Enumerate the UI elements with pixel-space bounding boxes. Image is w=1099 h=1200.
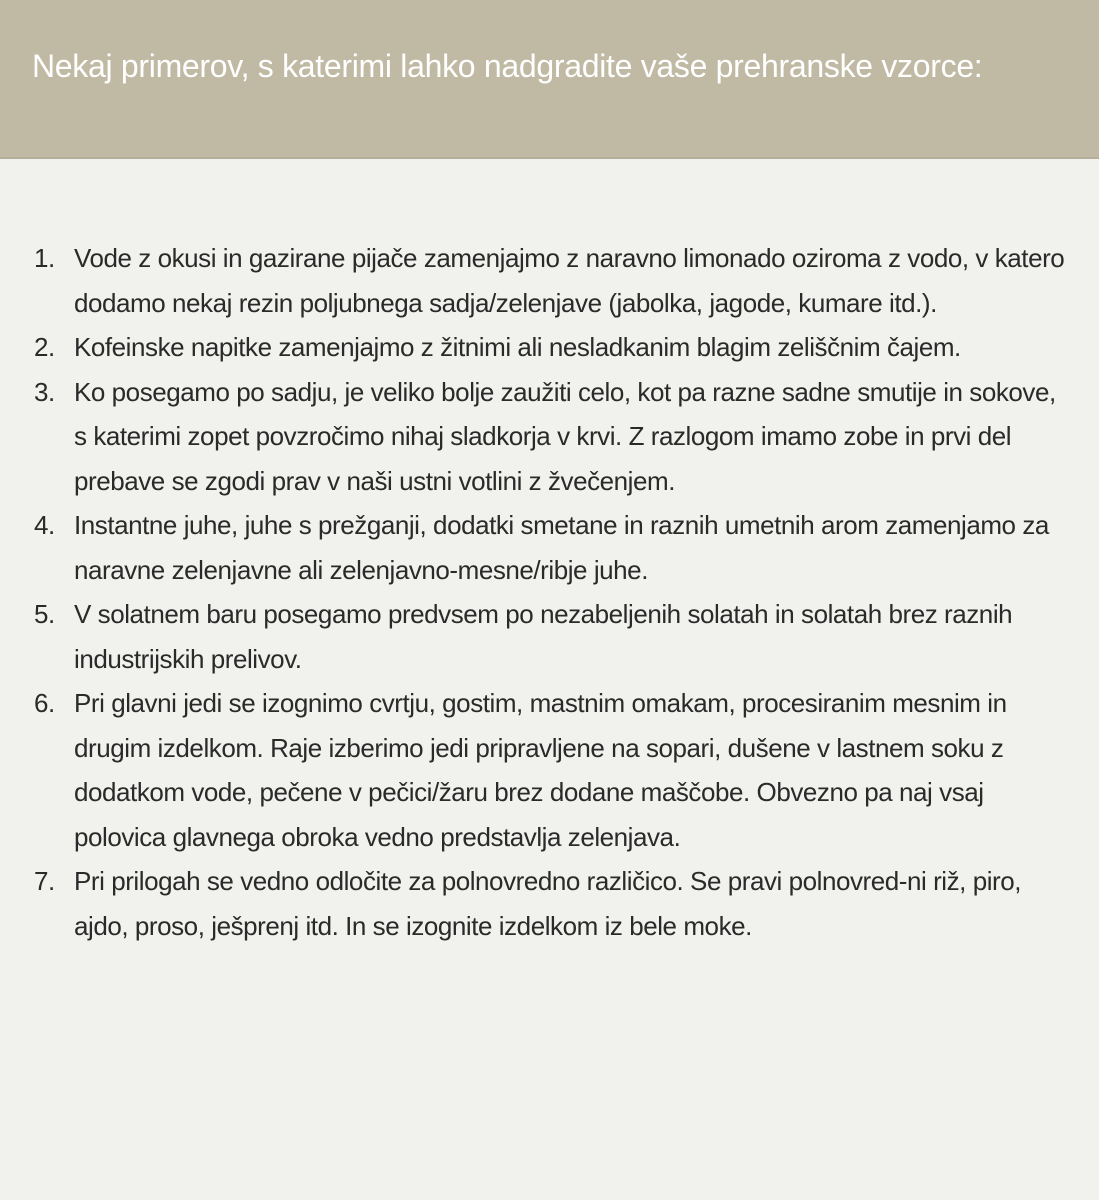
item-text: Ko posegamo po sadju, je veliko bolje zaužiti celo, kot pa razne sadne smutije in sokove, s katerimi zopet povzročimo nihaj sladkorja v krvi. Z razlogom imamo zobe in prvi del prebave se zgodi prav v naši ustni votlini z žvečenjem.: [74, 376, 1056, 496]
item-text: Pri glavni jedi se izognimo cvrtju, gostim, mastnim omakam, procesiranim mesnim in drugim izdelkom. Raje izberimo jedi pripravljene na sopari, dušene v lastnem soku z dodatkom vode, pečene v pečici/žaru brez dodane maščobe. Obvezno pa naj vsaj polovica glavnega obroka vedno predstavlja zelenjava.: [74, 688, 1007, 852]
item-number: 6.: [34, 688, 55, 718]
item-number: 2.: [34, 332, 55, 362]
list-item: [0, 859, 1099, 948]
page-title: Nekaj primerov, s katerimi lahko nadgradite vaše prehranske vzorce:: [32, 48, 983, 84]
item-number: 1.: [34, 243, 55, 273]
item-number: 5.: [34, 599, 55, 629]
item-text: Pri prilogah se vedno odločite za polnovredno različico. Se pravi polnovred-ni riž, piro, ajdo, proso, ješprenj itd. In se izognite izdelkom iz bele moke.: [74, 866, 1022, 941]
list-item: [0, 370, 1099, 504]
item-text: Instantne juhe, juhe s prežganji, dodatki smetane in raznih umetnih arom zamenjamo za naravne zelenjavne ali zelenjavno-mesne/ribje juhe.: [74, 510, 1049, 585]
list-item: [0, 236, 1099, 325]
item-number: 4.: [34, 510, 55, 540]
list-item: [0, 681, 1099, 859]
item-text: V solatnem baru posegamo predvsem po nezabeljenih solatah in solatah brez raznih industrijskih prelivov.: [74, 599, 1013, 674]
item-text: Kofeinske napitke zamenjajmo z žitnimi ali nesladkanim blagim zeliščnim čajem.: [74, 332, 961, 362]
item-number: 7.: [34, 866, 55, 896]
item-text: Vode z okusi in gazirane pijače zamenjajmo z naravno limonado oziroma z vodo, v katero dodamo nekaj rezin poljubnega sadja/zelenjave (jabolka, jagode, kumare itd.).: [74, 243, 1065, 318]
header-banner: [0, 0, 1099, 159]
list-item: [0, 325, 1099, 370]
list-item: [0, 592, 1099, 681]
tips-list: [0, 236, 1099, 948]
item-number: 3.: [34, 376, 55, 407]
list-item: [0, 503, 1099, 592]
